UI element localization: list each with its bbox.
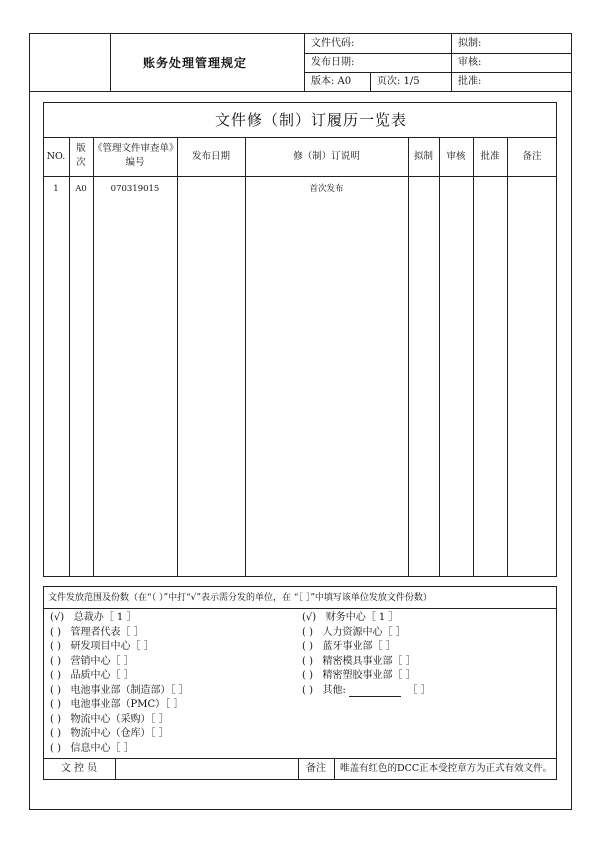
header-row-line-2 — [304, 72, 572, 73]
footer-remark-label: 备注 — [306, 763, 326, 774]
list-item: ( ) 营销中心［ ］ — [50, 655, 134, 667]
col-header-draft: 拟制 — [413, 151, 433, 162]
col-header-remark: 备注 — [522, 151, 542, 162]
list-item: ( ) 电池事业部（PMC）［ ］ — [50, 699, 184, 710]
page-label: 页次: 1/5 — [377, 76, 420, 87]
col-divider — [473, 137, 474, 577]
list-item: (√) 总裁办［ 1 ］ — [50, 612, 137, 623]
distribution-instruction: 文件发放范围及份数（在“（ ）”中打“√”表示需分发的单位，在 “［ ］”中填写该单位发放文件份数） — [48, 593, 432, 603]
controller-label: 文 控 员 — [60, 763, 98, 774]
list-item: ( ) 信息中心［ ］ — [50, 742, 134, 754]
col-divider — [69, 137, 70, 577]
list-item: ( ) 电池事业部（制造部）［ ］ — [50, 684, 189, 696]
distribution-instruction-line — [43, 608, 557, 609]
approve-label: 批准: — [458, 76, 482, 87]
list-item: ( ) 人力资源中心［ ］ — [302, 626, 406, 638]
col-header-approve: 批准 — [480, 151, 500, 162]
col-divider — [408, 137, 409, 577]
col-header-version: 版 — [76, 143, 86, 154]
col-divider — [177, 137, 178, 577]
review-label: 审核: — [458, 57, 482, 68]
list-item: ( ) 研发项目中心［ ］ — [50, 641, 154, 652]
publish-date-label: 发布日期: — [311, 57, 355, 68]
doc-code-label: 文件代码: — [311, 38, 355, 49]
col-header-form-no: 《管理文件审查单》 — [93, 143, 179, 154]
col-divider — [93, 137, 94, 577]
col-header-publish-date: 发布日期 — [191, 151, 230, 162]
header-title-divider — [304, 33, 305, 91]
col-header-version-2: 次 — [76, 157, 86, 168]
header-logo-divider — [110, 33, 111, 91]
footer-row-line — [43, 758, 557, 759]
header-version-divider — [370, 72, 371, 91]
list-item: ( ) 精密模具事业部［ ］ — [302, 655, 416, 667]
document-title: 账务处理管理规定 — [143, 56, 248, 70]
footer-remark-text: 唯盖有红色的DCC正本受控章方为正式有效文件。 — [340, 763, 553, 774]
row-form-no: 070319015 — [110, 184, 160, 194]
revision-table-title: 文件修（制）订履历一览表 — [215, 111, 408, 129]
col-header-form-no-2: 编号 — [125, 157, 145, 168]
footer-divider — [334, 758, 335, 780]
revision-header-line — [43, 176, 557, 177]
list-item: ( ) 精密塑胶事业部［ ］ — [302, 670, 416, 681]
col-header-description: 修（制）订说明 — [293, 151, 360, 162]
row-version: A0 — [75, 184, 87, 194]
version-label: 版本: A0 — [311, 76, 352, 87]
footer-divider — [115, 758, 116, 780]
list-item: (√) 财务中心［ 1 ］ — [302, 612, 399, 623]
col-divider — [245, 137, 246, 577]
row-description: 首次发布 — [309, 184, 344, 194]
col-divider — [439, 137, 440, 577]
list-item: ( ) 蓝牙事业部［ ］ — [302, 641, 396, 652]
row-no: 1 — [53, 184, 59, 194]
other-blank-line — [349, 687, 401, 697]
draft-label: 拟制: — [458, 38, 482, 49]
header-bottom-line — [29, 91, 572, 92]
list-item-other: ( ) 其他: ［ ］ — [302, 684, 431, 696]
col-header-review: 审核 — [446, 151, 466, 162]
col-header-no: NO. — [46, 151, 66, 162]
col-divider — [507, 137, 508, 577]
list-item: ( ) 品质中心［ ］ — [50, 670, 134, 681]
revision-table — [43, 102, 557, 577]
revision-title-line — [43, 137, 557, 138]
header-right-divider — [451, 33, 452, 91]
list-item: ( ) 管理者代表［ ］ — [50, 626, 144, 638]
list-item: ( ) 物流中心（仓库）［ ］ — [50, 728, 169, 739]
header-row-line-1 — [304, 53, 572, 54]
list-item: ( ) 物流中心（采购）［ ］ — [50, 713, 169, 725]
